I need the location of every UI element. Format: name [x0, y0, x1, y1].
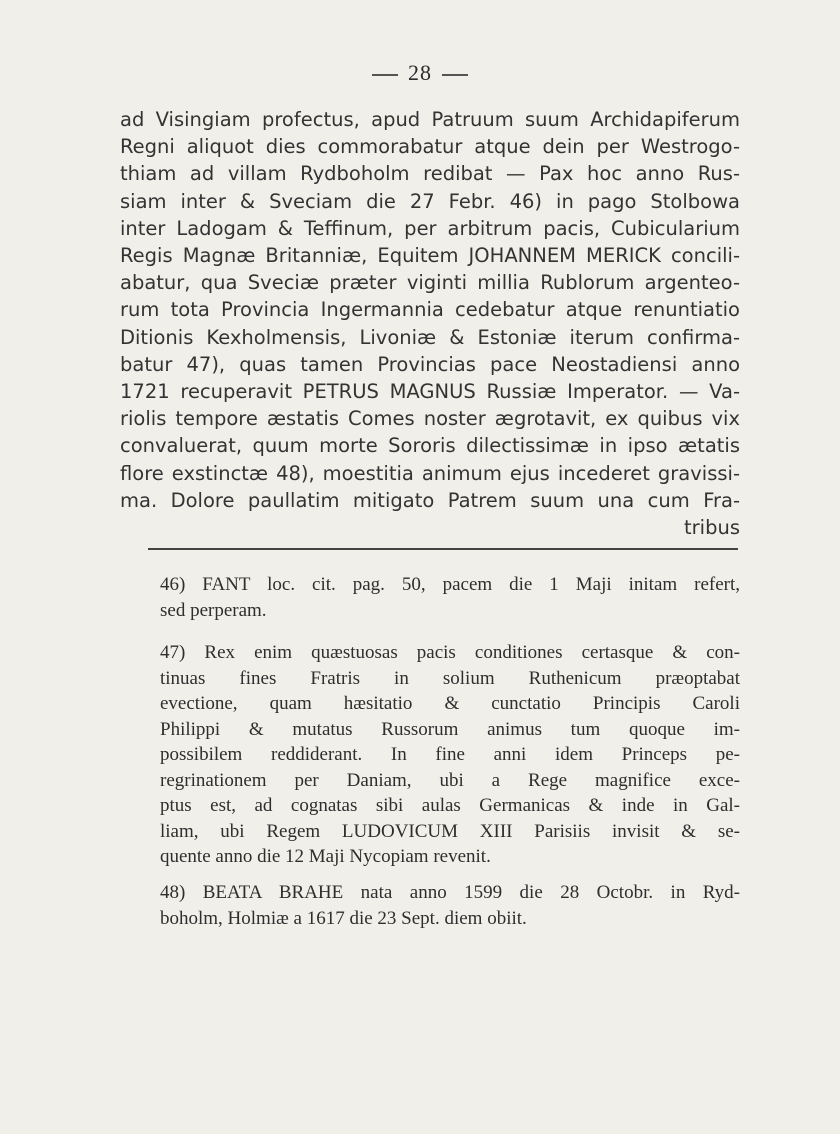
left-dash: [372, 74, 398, 76]
footnote-line: Philippi & mutatus Russorum animus tum quoque im-: [160, 718, 740, 740]
body-line: ad Visingiam profectus, apud Patruum suum Archidapiferum: [120, 108, 740, 131]
body-line: Ditionis Kexholmensis, Livoniæ & Estoniæ iterum confirma-: [120, 325, 740, 349]
footnote-line: evectione, quam hæsitatio & cunctatio Principis Caroli: [160, 693, 740, 714]
footnote-line: quente anno die 12 Maji Nycopiam revenit.: [160, 846, 491, 867]
body-line: 1721 recuperavit PETRUS MAGNUS Russiæ Imperator. — Va-: [120, 380, 740, 404]
footnote-line: liam, ubi Regem LUDOVICUM XIII Parisiis invisit & se-: [160, 820, 740, 842]
body-line: inter Ladogam & Teffinum, per arbitrum pacis, Cubicularium: [120, 216, 740, 240]
footnote-line: 46) FANT loc. cit. pag. 50, pacem die 1 Maji initam refert,: [160, 574, 740, 595]
footnote-divider: [148, 548, 738, 550]
main-text: [120, 106, 740, 541]
footnote-line: 47) Rex enim quæstuosas pacis conditiones certasque & con-: [160, 642, 740, 663]
body-line: rum tota Provincia Ingermannia cedebatur atque renuntiatio: [120, 298, 740, 322]
body-line: siam inter & Sveciam die 27 Febr. 46) in pago Stolbowa: [120, 189, 740, 213]
footnote-47: [160, 640, 740, 870]
body-line: flore exstinctæ 48), moestitia animum ejus incederet gravissi-: [120, 461, 740, 485]
footnote-line: boholm, Holmiæ a 1617 die 23 Sept. diem obiit.: [160, 907, 527, 929]
footnote-line: tinuas fines Fratris in solium Ruthenicum præoptabat: [160, 667, 740, 689]
footnote-line: sed perperam.: [160, 599, 267, 621]
footnote-line: possibilem reddiderant. In fine anni idem Princeps pe-: [160, 744, 740, 765]
footnote-48: [160, 880, 740, 931]
body-line: Regni aliquot dies commorabatur atque dein per Westrogo-: [120, 135, 740, 159]
body-line: ma. Dolore paullatim mitigato Patrem suum una cum Fra-: [120, 488, 740, 512]
footnote-46: [160, 572, 740, 623]
page-number: 28: [0, 60, 840, 86]
footnote-line: 48) BEATA BRAHE nata anno 1599 die 28 Octobr. in Ryd-: [160, 882, 740, 903]
body-line: batur 47), quas tamen Provincias pace Neostadiensi anno: [120, 352, 740, 376]
body-line: Regis Magnæ Britanniæ, Equitem JOHANNEM MERICK concili-: [120, 244, 740, 268]
body-line: thiam ad villam Rydboholm redibat — Pax hoc anno Rus-: [120, 162, 740, 186]
body-line: abatur, qua Sveciæ præter viginti millia Rublorum argenteo-: [120, 271, 740, 295]
footnote-line: ptus est, ad cognatas sibi aulas Germanicas & inde in Gal-: [160, 795, 740, 816]
footnote-line: regrinationem per Daniam, ubi a Rege magnifice exce-: [160, 769, 740, 791]
body-line: riolis tempore æstatis Comes noster ægrotavit, ex quibus vix: [120, 407, 740, 431]
body-line: convaluerat, quum morte Sororis dilectissimæ in ipso ætatis: [120, 434, 740, 458]
right-dash: [442, 74, 468, 76]
body-line-catchword: tribus: [684, 516, 740, 540]
